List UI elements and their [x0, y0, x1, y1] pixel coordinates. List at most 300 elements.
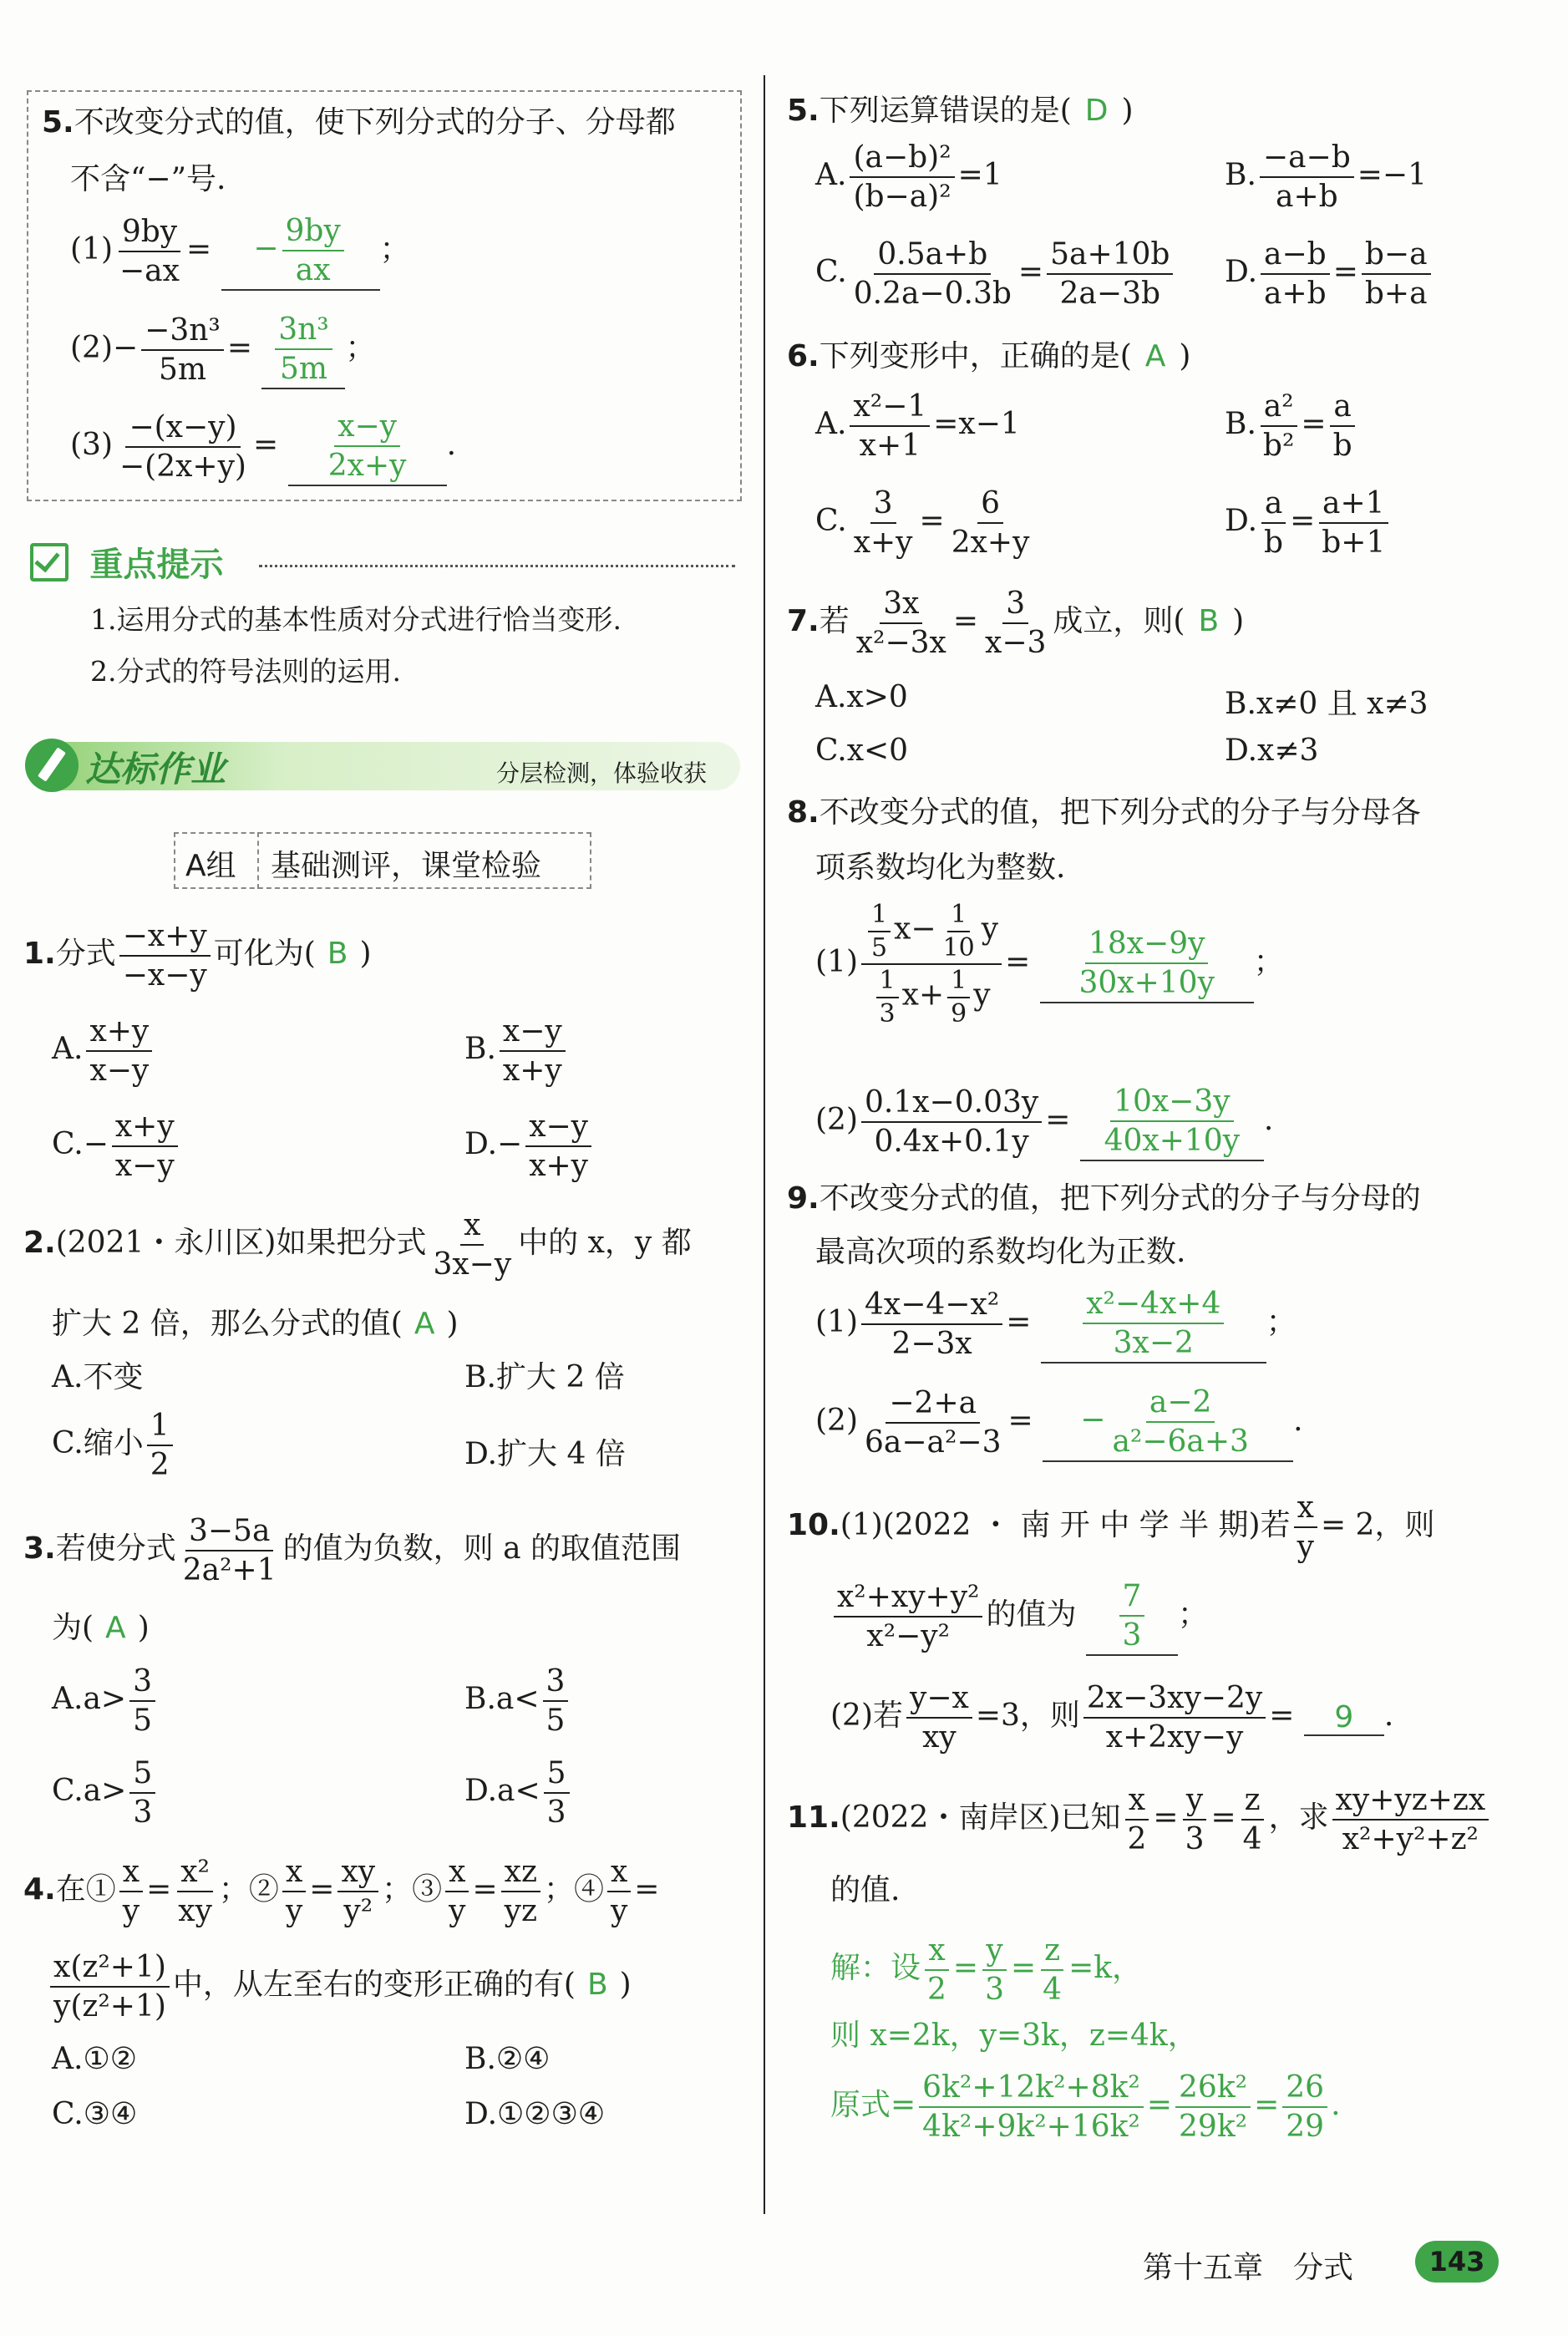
q5r-option-b — [1225, 139, 1427, 216]
text: 若使分式 — [55, 1531, 176, 1566]
punct: . — [1263, 1103, 1274, 1137]
question-number: 9. — [787, 1181, 820, 1216]
q11-solution-line2: 则 x=2k，y=3k，z=4k， — [830, 2019, 1198, 2053]
q1-option-d — [464, 1108, 595, 1185]
fraction — [180, 1512, 280, 1589]
question-number: 7. — [787, 604, 820, 638]
fraction — [1175, 2069, 1251, 2146]
numerator: 5a+10b — [1047, 236, 1173, 275]
numerator: x²−4x+4 — [1083, 1285, 1224, 1324]
question-number: 11. — [787, 1800, 840, 1835]
fraction — [129, 1663, 155, 1739]
q2-option-b: B.扩大 2 倍 — [464, 1360, 625, 1394]
text: ) — [1121, 94, 1134, 128]
punct: ； — [1177, 1597, 1208, 1632]
answer: B — [327, 937, 348, 971]
denominator: 5 — [546, 1704, 566, 1738]
numerator: x(z²+1) — [50, 1948, 170, 1988]
option-label: C.缩小 — [52, 1426, 144, 1460]
denominator: 3x−2 — [1113, 1326, 1194, 1360]
answer-fraction — [275, 311, 332, 388]
answer-fraction — [1119, 1577, 1145, 1654]
denominator: 3 — [985, 1973, 1004, 2007]
option-label: B.a< — [464, 1682, 540, 1716]
numerator: −2+a — [885, 1384, 980, 1424]
q6-option-a — [815, 388, 1020, 465]
denominator: 0.2a−0.3b — [853, 277, 1012, 311]
text: 的值为 — [986, 1597, 1077, 1632]
denominator: y(z²+1) — [53, 1989, 166, 2024]
text: (2021・永川区)如果把分式 — [55, 1226, 427, 1260]
fraction — [500, 1013, 566, 1089]
part-label: (1) — [815, 1305, 858, 1339]
pencil-icon — [25, 739, 79, 792]
fraction — [1294, 1489, 1317, 1566]
keypoints-p1: 1.运用分式的基本性质对分式进行恰当变形. — [90, 603, 622, 636]
numerator: 9by — [282, 212, 344, 251]
denominator: 2x+y — [327, 449, 407, 483]
fraction — [1124, 1781, 1150, 1858]
numerator: b−a — [1362, 236, 1431, 275]
question-number: 10. — [787, 1508, 840, 1542]
question-number: 3. — [23, 1531, 56, 1566]
numerator: a — [1261, 485, 1286, 524]
fraction — [282, 1853, 306, 1930]
q3-option-c — [52, 1755, 159, 1831]
numerator: 3 — [870, 485, 896, 524]
fraction — [129, 1755, 155, 1831]
numerator: 3 — [129, 1663, 155, 1702]
fraction — [861, 1084, 1042, 1160]
q4-line2 — [47, 1948, 632, 2025]
denominator: 2x+y — [951, 526, 1030, 560]
answer-blank — [221, 212, 380, 291]
q8-part1: (1) $\frac{1}{5}$ x− $\frac{1}{10}$ y $\frac{1}{3}$ x+ $\frac{1}{9}$ y = $\frac{18x-9y}{30x+10y}$ ； — [815, 900, 1284, 1028]
groupA-title: 基础测评，课堂检验 — [271, 849, 542, 883]
denominator: 6a−a²−3 — [865, 1425, 1002, 1460]
denominator: x−y — [89, 1054, 150, 1088]
numerator: x — [282, 1853, 306, 1892]
numerator: x — [925, 1932, 948, 1971]
text: 为( — [52, 1611, 94, 1645]
answer-fraction — [1075, 925, 1217, 1002]
numerator: xy — [337, 1853, 378, 1892]
q4-option-c: C.③④ — [52, 2097, 138, 2131]
q7-stem: 7.若 $\frac{3x}{\text{x²−3x}}$ = $\frac{3}{x-3}$ 成立，则( B ) — [787, 587, 1245, 660]
q7-option-b: B.x≠0 且 x≠3 — [1225, 687, 1428, 721]
denominator: b+1 — [1322, 526, 1386, 560]
question-number: 2. — [23, 1226, 56, 1260]
answer: A — [414, 1307, 435, 1341]
fraction — [544, 1755, 570, 1831]
q8-stem2: 项系数均化为整数. — [815, 851, 1066, 885]
numerator: x — [1125, 1781, 1149, 1821]
punct: ； — [345, 331, 376, 365]
fraction — [948, 485, 1033, 561]
fraction — [1083, 1679, 1266, 1756]
denominator: b+a — [1364, 277, 1428, 311]
answer-fraction — [282, 212, 344, 289]
fraction — [1260, 388, 1297, 465]
q5r-option-d: D. $\frac{a-b}{a+b}$ = $\frac{b-a}{b+a}$ — [1225, 236, 1434, 312]
fraction — [501, 1853, 540, 1930]
part-label: (1) — [815, 945, 858, 979]
denominator: 40x+10y — [1104, 1124, 1241, 1158]
fraction — [834, 1578, 982, 1655]
text: 中的 x，y 都 — [518, 1226, 692, 1260]
denominator: x²−y² — [866, 1619, 951, 1653]
text: =1 — [957, 158, 1002, 192]
part-label: (3) — [70, 428, 113, 462]
numerator: 0.1x−0.03y — [861, 1084, 1042, 1123]
fraction — [429, 1206, 515, 1283]
denominator: x+1 — [859, 429, 921, 463]
numerator: 6k²+12k²+8k² — [919, 2069, 1144, 2108]
text: ) — [1232, 604, 1245, 638]
option-label: D. — [1225, 255, 1258, 289]
q7-option-c: C.x<0 — [815, 734, 909, 768]
text: 在 — [55, 1872, 86, 1907]
q5-left-line2: 不含“−”号. — [70, 162, 226, 196]
circle-number: ；② — [218, 1872, 279, 1907]
text: ) — [1179, 339, 1191, 373]
fraction — [112, 1108, 178, 1185]
answer-blank — [1080, 1083, 1264, 1161]
equals: = — [226, 331, 253, 365]
denominator: x+y — [502, 1054, 562, 1088]
text: 下列运算错误的是( — [819, 94, 1072, 128]
answer-fraction — [325, 408, 410, 485]
answer: A — [1144, 339, 1166, 373]
keypoints-dotted-line — [259, 565, 735, 567]
denominator: x−3 — [985, 626, 1047, 660]
fraction — [1261, 236, 1330, 312]
fraction — [924, 1932, 950, 2008]
equals: = — [472, 1872, 498, 1907]
answer: D — [1084, 94, 1109, 128]
answer: B — [1198, 604, 1220, 638]
fraction — [850, 388, 930, 465]
denominator: 4k²+9k²+16k² — [922, 2110, 1140, 2144]
q5r-stem — [787, 87, 1134, 129]
denominator: x−y — [114, 1149, 175, 1183]
q4-option-b: B.②④ — [464, 2042, 551, 2076]
denominator: ax — [295, 253, 331, 287]
answer-fraction — [1101, 1083, 1243, 1160]
denominator: −x−y — [122, 958, 207, 993]
answer: A — [105, 1611, 126, 1645]
fraction — [607, 1853, 631, 1930]
numerator: −a−b — [1260, 139, 1354, 178]
punct: ； — [1253, 945, 1284, 979]
denominator: 29k² — [1179, 2110, 1248, 2144]
fraction — [1047, 236, 1173, 312]
numerator: x+y — [112, 1108, 178, 1147]
fraction — [141, 312, 224, 388]
fraction — [175, 1853, 216, 1930]
denominator: x²−3x — [855, 626, 946, 660]
q5r-option-c: C. $\frac{0.5a+b}{0.2a-0.3b}$ = $\frac{5a+10b}{2a-3b}$ — [815, 236, 1176, 312]
fraction — [947, 965, 970, 1029]
numerator: xz — [501, 1853, 540, 1892]
denominator: 4 — [1242, 1822, 1262, 1856]
answer-sign: − — [1080, 1403, 1106, 1437]
q7-option-a: A.x>0 — [815, 680, 908, 714]
q6-option-c: C. $\frac{3}{x+y}$ = $\frac{6}{2x+y}$ — [815, 485, 1036, 561]
denominator: b — [1332, 429, 1352, 463]
fraction — [1240, 1781, 1266, 1858]
answer-blank — [1040, 925, 1254, 1003]
denominator: x+y — [853, 526, 913, 560]
fraction — [906, 1679, 972, 1756]
denominator: x+2xy−y — [1105, 1720, 1244, 1755]
q9-stem1 — [787, 1175, 1421, 1217]
q4-stem — [23, 1853, 659, 1930]
denominator: 9 — [951, 998, 967, 1028]
numerator: 6 — [977, 485, 1003, 524]
denominator: y — [610, 1894, 628, 1928]
denominator: 3 — [879, 998, 896, 1028]
denominator: y — [285, 1894, 303, 1928]
numerator: x — [445, 1853, 469, 1892]
answer-blank — [1086, 1577, 1178, 1656]
groupA-separator — [257, 832, 259, 889]
text: = 2，则 — [1320, 1508, 1435, 1542]
option-label: C. — [815, 504, 847, 538]
text: ) — [446, 1307, 459, 1341]
denominator: 3 — [133, 1795, 153, 1830]
text: (1)(2022 ・ 南 开 中 学 半 期)若 — [840, 1508, 1291, 1542]
denominator: xy — [178, 1894, 212, 1928]
fraction — [982, 1932, 1007, 2008]
fraction — [1282, 2069, 1327, 2146]
q3-stem — [23, 1512, 681, 1589]
numerator: −x+y — [119, 917, 211, 957]
circle-number: ① — [85, 1872, 116, 1907]
denominator: −(2x+y) — [119, 449, 246, 484]
text: 中，从左至右的变形正确的有( — [172, 1968, 576, 2002]
numerator: a² — [1261, 388, 1297, 427]
q5-left-line1 — [42, 99, 676, 141]
text: 可化为( — [213, 937, 316, 971]
numerator: y — [982, 1932, 1006, 1971]
numerator: 26 — [1282, 2069, 1327, 2108]
q4-option-d: D.①②③④ — [464, 2097, 606, 2131]
denominator: a+b — [1275, 180, 1338, 214]
denominator: 10 — [942, 932, 975, 962]
numerator: 0.5a+b — [874, 236, 991, 275]
fraction — [940, 899, 978, 963]
fraction — [861, 1384, 1005, 1461]
keypoints-p2: 2.分式的符号法则的运用. — [90, 655, 401, 688]
denominator: b² — [1262, 429, 1295, 463]
fraction — [119, 917, 211, 994]
circle-number: ；③ — [382, 1872, 443, 1907]
numerator: x−y — [525, 1108, 591, 1147]
numerator: x — [119, 1853, 143, 1892]
text: 不改变分式的值，把下列分式的分子与分母的 — [819, 1181, 1421, 1216]
denominator: −ax — [119, 254, 180, 288]
numerator: x+y — [86, 1013, 152, 1052]
fraction — [337, 1853, 378, 1930]
numerator: 10x−3y — [1110, 1083, 1234, 1122]
numerator: x−y — [500, 1013, 566, 1052]
numerator: 3n³ — [275, 311, 332, 350]
numerator: a+1 — [1319, 485, 1388, 524]
part-label: (1) — [70, 232, 113, 267]
denominator: y — [449, 1894, 466, 1928]
answer-blank — [1041, 1285, 1266, 1364]
numerator: 5 — [129, 1755, 155, 1794]
question-number: 1. — [23, 937, 56, 971]
denominator: 3x−y — [433, 1247, 512, 1282]
q5l-num: 5. — [42, 105, 74, 140]
answer-blank — [261, 311, 345, 389]
denominator: 3 — [1122, 1618, 1142, 1653]
q9-part2: (2) $\frac{-2+a}{\text{6a−a²−3}}$ = − $\frac{a-2}{\text{a²−6a+3}}$ . — [815, 1384, 1303, 1462]
denominator: 5 — [133, 1704, 152, 1738]
part-label: (2) — [815, 1404, 858, 1438]
numerator: y−x — [906, 1679, 972, 1719]
denominator: yz — [504, 1894, 537, 1928]
punct: . — [446, 428, 457, 462]
equals: = — [309, 1872, 335, 1907]
fraction — [1260, 139, 1354, 216]
answer-blank — [1043, 1384, 1293, 1462]
punct: . — [1383, 1699, 1394, 1733]
denominator: b — [1264, 526, 1284, 560]
page-number-badge — [1415, 2241, 1499, 2283]
page-number: 143 — [1428, 2246, 1485, 2278]
denominator: 0.4x+0.1y — [874, 1125, 1029, 1159]
q11-solution-line1: 解：设 $\frac{x}{2}$ = $\frac{y}{3}$ = $\frac{z}{4}$ =k， — [830, 1933, 1143, 2007]
fraction — [853, 585, 950, 662]
numerator: x — [607, 1853, 631, 1892]
text: 分式 — [55, 937, 116, 971]
fraction — [86, 1013, 152, 1089]
complex-fraction: $\frac{1}{5}$ x− $\frac{1}{10}$ y $\frac{1}{3}$ x+ $\frac{1}{9}$ y — [861, 899, 1002, 1029]
q5l-part1 — [70, 212, 410, 291]
fraction — [850, 236, 1015, 312]
q4-option-a: A.①② — [52, 2042, 137, 2076]
option-label: A. — [52, 1032, 84, 1066]
answer-blank: 9 — [1304, 1700, 1384, 1736]
fraction — [116, 213, 183, 290]
q2-option-c — [52, 1407, 176, 1484]
text: 成立，则( — [1053, 604, 1185, 638]
q6-stem — [787, 333, 1190, 375]
numerator: z — [1241, 1781, 1264, 1821]
groupA-label: A组 — [185, 849, 236, 883]
numerator: 3 — [1002, 585, 1028, 624]
punct: ； — [1266, 1305, 1297, 1339]
q2-option-a: A.不变 — [52, 1360, 144, 1394]
numerator: a — [1330, 388, 1354, 427]
fraction — [1039, 1932, 1065, 2008]
numerator: x²+xy+y² — [834, 1578, 982, 1617]
denominator: 5m — [158, 353, 207, 387]
denominator: 3 — [1185, 1822, 1205, 1856]
answer-blank — [288, 408, 447, 486]
q1-stem — [23, 917, 372, 994]
q10-part2: (2)若 $\frac{y-x}{xy}$ =3，则 $\frac{2x-3xy-2y}{x+2xy-y}$ = 9 . — [830, 1681, 1394, 1755]
option-label: B. — [1225, 407, 1256, 441]
numerator: 2x−3xy−2y — [1083, 1679, 1266, 1719]
denominator: 5m — [279, 352, 327, 386]
fraction — [861, 1286, 1002, 1363]
q2-option-d: D.扩大 4 倍 — [464, 1437, 626, 1471]
footer-chapter: 第十五章 分式 — [1143, 2251, 1354, 2285]
numerator: 18x−9y — [1085, 925, 1209, 964]
text: 不改变分式的值，把下列分式的分子与分母各 — [819, 795, 1421, 830]
text: =k， — [1068, 1951, 1143, 1985]
denominator: 29 — [1286, 2110, 1325, 2144]
option-label: C. — [815, 255, 847, 289]
denominator: 2 — [1127, 1822, 1147, 1856]
numerator: x — [460, 1206, 484, 1246]
denominator: 2a²+1 — [182, 1553, 277, 1587]
fraction — [1330, 388, 1356, 465]
q3-option-d — [464, 1755, 573, 1831]
numerator: 4x−4−x² — [861, 1286, 1002, 1325]
q5l-part2 — [70, 311, 376, 389]
homework-subtitle: 分层检测，体验收获 — [496, 759, 708, 787]
numerator: (a−b)² — [850, 139, 954, 178]
q7-option-d: D.x≠3 — [1225, 734, 1319, 768]
fraction — [116, 409, 250, 485]
q1-option-c — [52, 1108, 181, 1185]
denominator: a+b — [1264, 277, 1327, 311]
fraction — [445, 1853, 469, 1930]
q3-option-a — [52, 1663, 159, 1739]
denominator: 5 — [871, 932, 888, 962]
fraction — [850, 139, 954, 216]
fraction — [1261, 485, 1286, 561]
numerator: 9by — [119, 213, 180, 252]
q2-stem — [23, 1206, 692, 1283]
option-label: D. — [1225, 504, 1258, 538]
keypoints-header — [30, 538, 223, 586]
denominator: x²+y²+z² — [1342, 1822, 1479, 1856]
numerator: 1 — [876, 965, 899, 998]
q8-stem1 — [787, 789, 1421, 831]
text: 的值为负数，则 a 的取值范围 — [282, 1531, 681, 1566]
q11-stem: 11.(2022・南岸区)已知 $\frac{x}{2}$ = $\frac{y}{3}$ = $\frac{z}{4}$ ，求 $\frac{xy+yz+zx}{\text{x²+y²+z²}}$ — [787, 1781, 1492, 1858]
q10-part1-line2 — [830, 1577, 1208, 1656]
numerator: xy+yz+zx — [1332, 1781, 1489, 1821]
denominator: 30x+10y — [1078, 966, 1215, 1000]
numerator: x² — [177, 1853, 213, 1892]
keypoints-title: 重点提示 — [89, 546, 224, 584]
fraction — [868, 899, 891, 963]
numerator: a−2 — [1146, 1384, 1215, 1423]
numerator: y — [1183, 1781, 1206, 1821]
denominator: a²−6a+3 — [1112, 1424, 1249, 1459]
answer-fraction — [1109, 1384, 1252, 1460]
equals: = — [146, 1872, 172, 1907]
q5r-option-a — [815, 139, 1002, 216]
fraction — [982, 585, 1049, 662]
denominator: x+y — [529, 1149, 588, 1183]
fraction — [147, 1407, 173, 1484]
numerator: −(x−y) — [125, 409, 240, 448]
answer-fraction — [1083, 1285, 1224, 1362]
option-label: C.a> — [52, 1774, 127, 1808]
fraction — [919, 2069, 1144, 2146]
fraction — [1332, 1781, 1489, 1858]
text: ，求 — [1268, 1800, 1329, 1835]
check-icon — [30, 543, 69, 581]
